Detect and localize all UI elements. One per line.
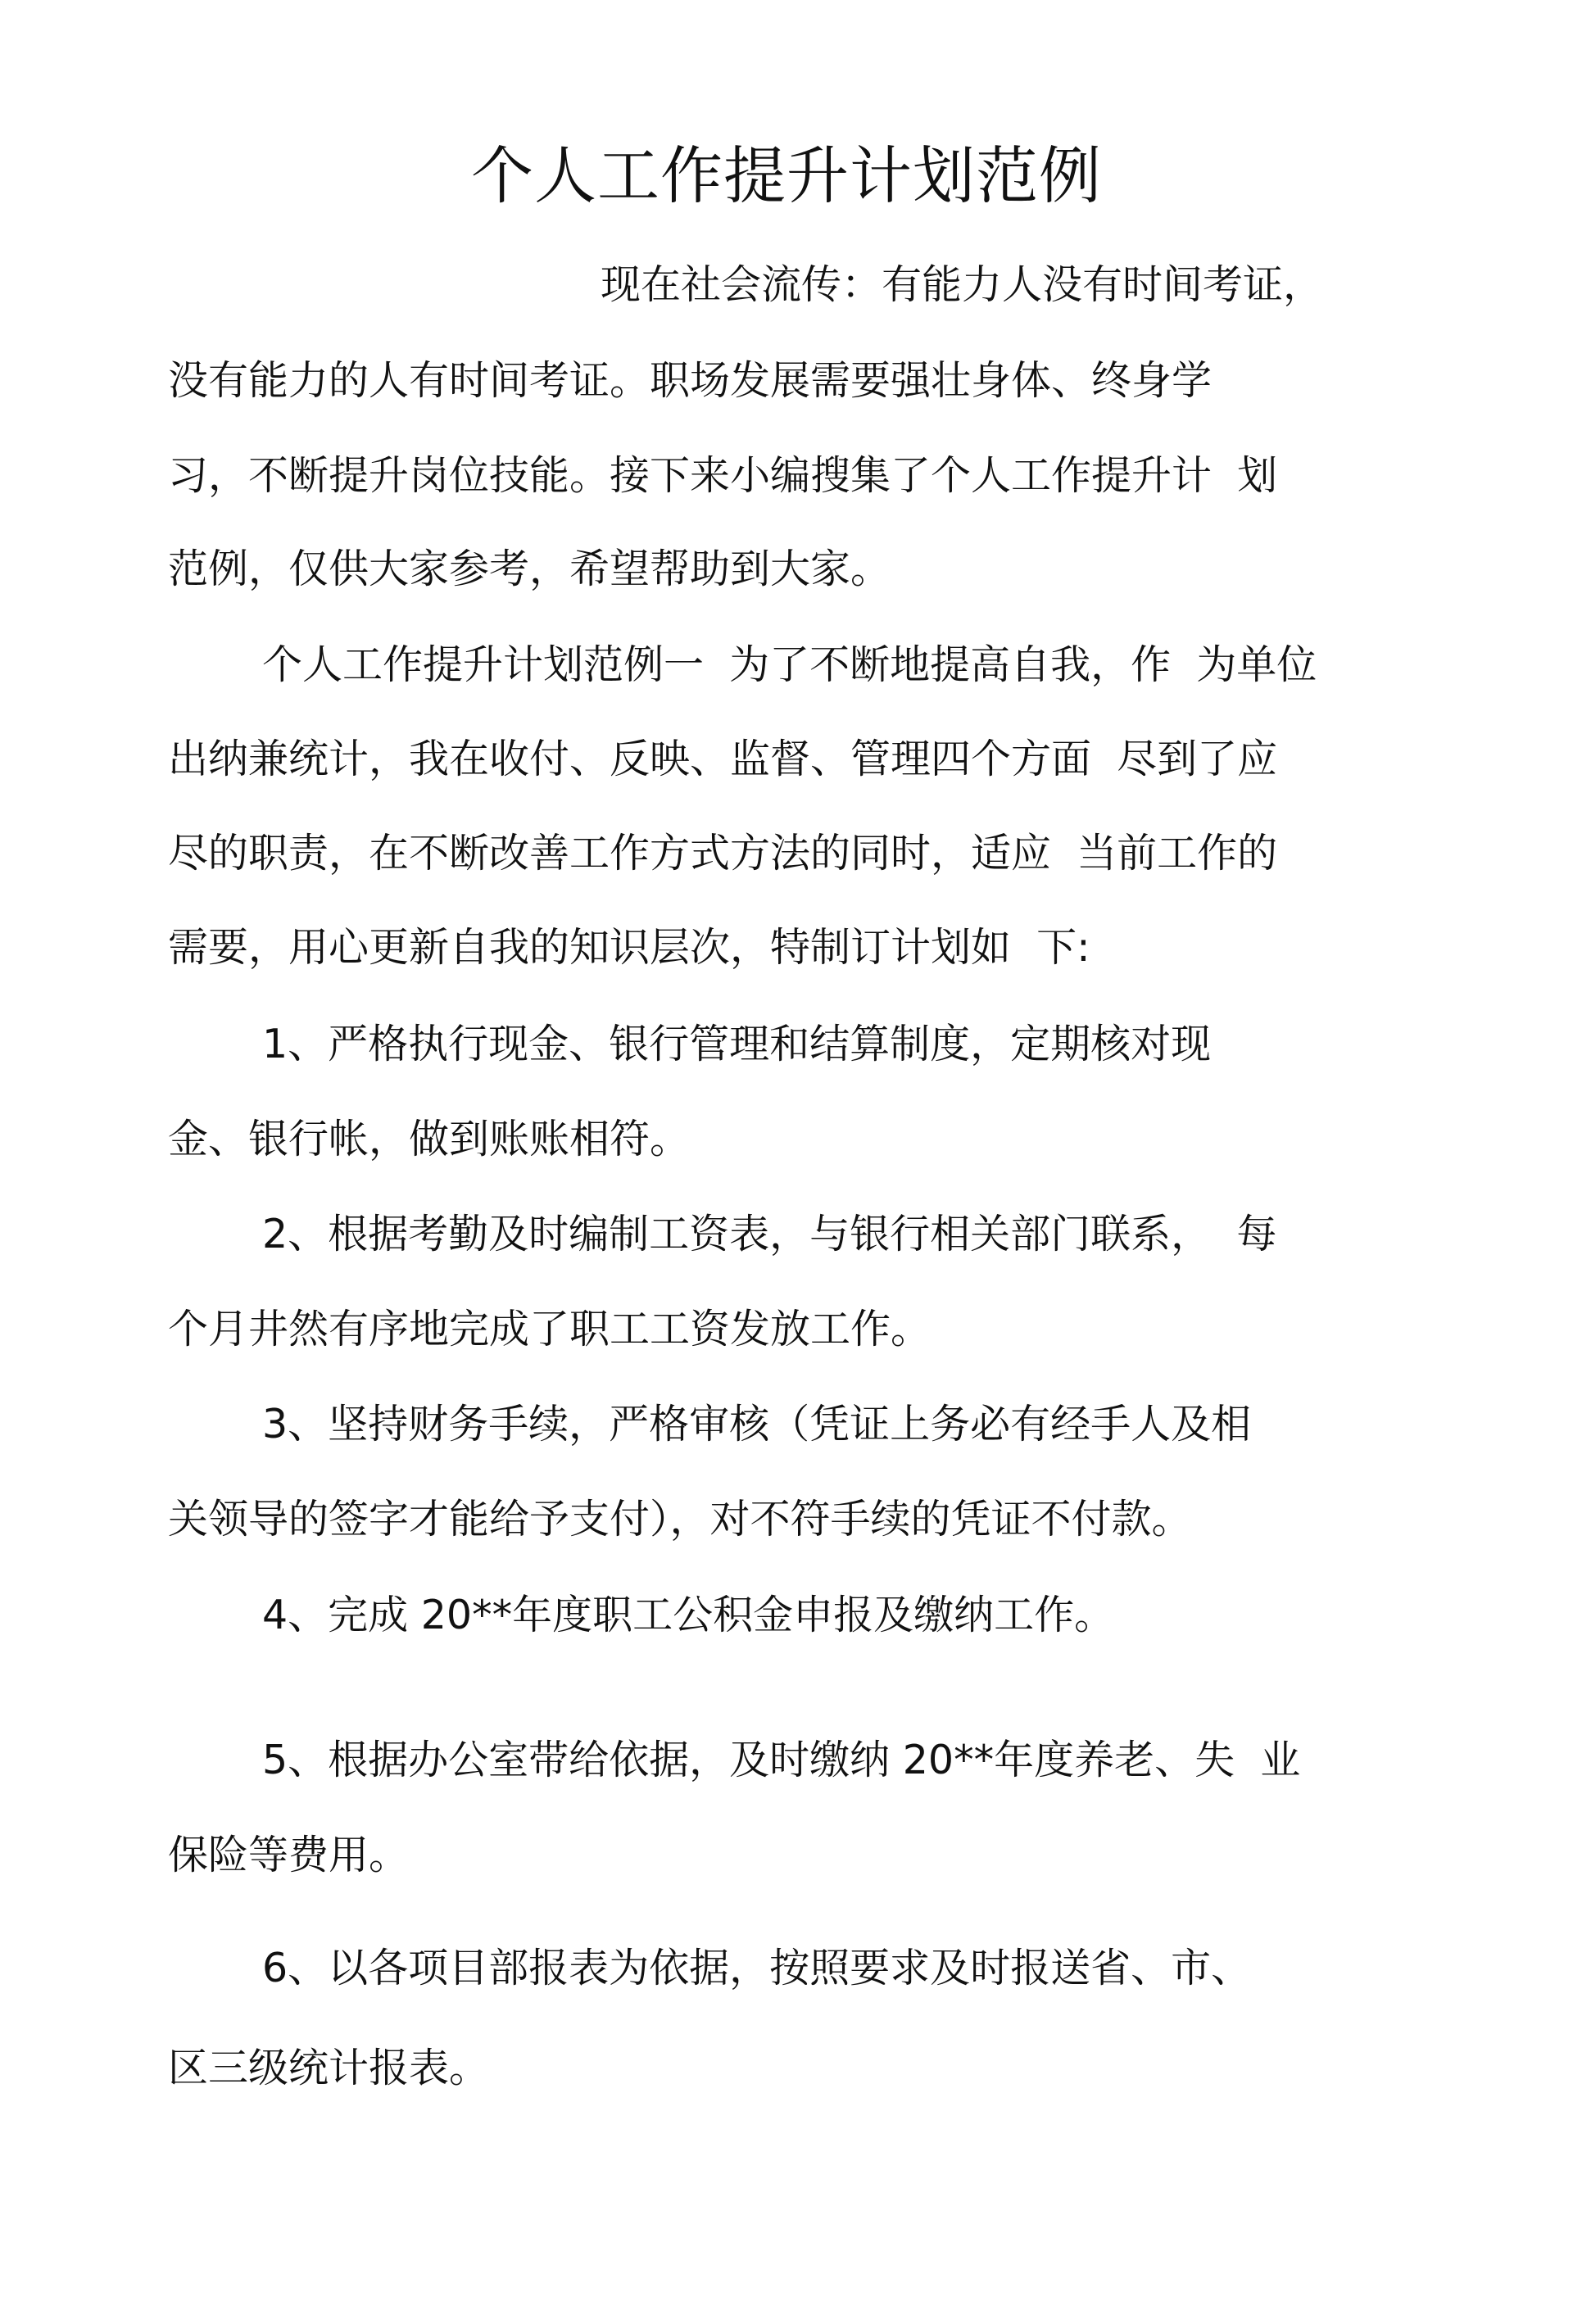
paragraph-line: 习，不断提升岗位技能。接下来小编搜集了个人工作提升计 划 bbox=[168, 452, 1278, 499]
document-title: 个人工作提升计划范例 bbox=[471, 139, 1102, 212]
paragraph-line: 现在社会流传：有能力人没有时间考证， bbox=[601, 261, 1324, 308]
list-item-line: 区三级统计报表。 bbox=[168, 2045, 490, 2091]
list-item-line: 个月井然有序地完成了职工工资发放工作。 bbox=[168, 1306, 932, 1352]
list-item-line: 3、坚持财务手续，严格审核（凭证上务必有经手人及相 bbox=[262, 1401, 1252, 1447]
list-item-line: 关领导的签字才能给予支付），对不符手续的凭证不付款。 bbox=[168, 1496, 1192, 1543]
list-item-line: 6、以各项目部报表为依据，按照要求及时报送省、市、 bbox=[262, 1945, 1252, 1991]
list-item-line: 金、银行帐，做到账账相符。 bbox=[168, 1116, 691, 1162]
paragraph-line: 尽的职责，在不断改善工作方式方法的同时，适应 当前工作的 bbox=[168, 830, 1278, 877]
list-item-line: 5、根据办公室带给依据，及时缴纳 20**年度养老、失 业 bbox=[262, 1737, 1301, 1783]
paragraph-line: 需要，用心更新自我的知识层次，特制订计划如 下: bbox=[168, 924, 1090, 971]
list-item-line: 4、完成 20**年度职工公积金申报及缴纳工作。 bbox=[262, 1592, 1115, 1638]
paragraph-line: 范例，仅供大家参考，希望帮助到大家。 bbox=[168, 546, 891, 592]
paragraph-line: 出纳兼统计，我在收付、反映、监督、管理四个方面 尽到了应 bbox=[168, 736, 1278, 782]
paragraph-line: 没有能力的人有时间考证。职场发展需要强壮身体、终身学 bbox=[168, 357, 1213, 404]
list-item-line: 2、根据考勤及时编制工资表，与银行相关部门联系， 每 bbox=[262, 1211, 1277, 1257]
list-item-line: 保险等费用。 bbox=[168, 1832, 410, 1878]
paragraph-line: 个人工作提升计划范例一 为了不断地提高自我，作 为单位 bbox=[262, 641, 1317, 688]
list-item-line: 1、严格执行现金、银行管理和结算制度，定期核对现 bbox=[262, 1021, 1212, 1067]
